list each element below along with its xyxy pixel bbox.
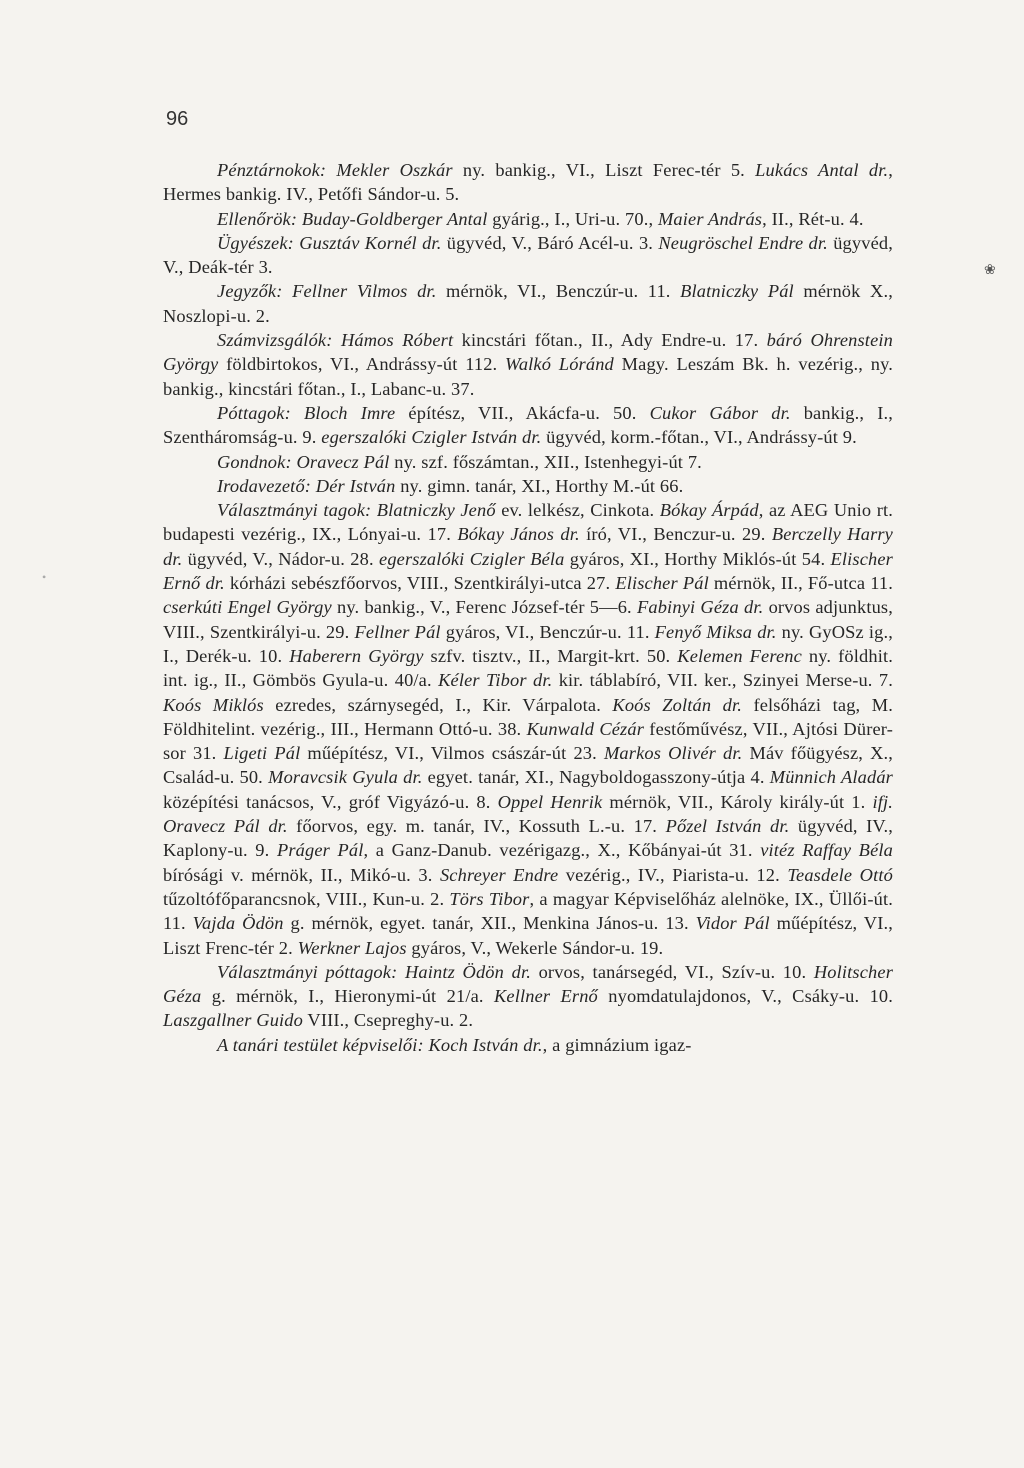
- italic-name-run: Maier András: [657, 208, 763, 229]
- italic-name-run: Ellenőrök: Buday-Goldberger Antal: [217, 208, 488, 229]
- italic-name-run: Holitscher Géza: [163, 961, 893, 1007]
- text-run: mérnök, VII., Károly király-út 1.: [602, 791, 873, 812]
- italic-name-run: Törs Tibor: [449, 888, 530, 909]
- italic-name-run: egerszalóki Czigler István dr.: [321, 427, 542, 448]
- text-run: Magy. Leszám Bk. h. vezérig., ny. bankig., kincstári főtan., I., Labanc-u. 37.: [163, 354, 893, 399]
- italic-name-run: Irodavezető: Dér István: [217, 475, 396, 496]
- text-run: ny. bankig., V., Ferenc József-tér 5—6.: [331, 597, 637, 618]
- page-number: 96: [166, 108, 189, 130]
- italic-name-run: Oppel Henrik: [497, 791, 603, 812]
- italic-name-run: Ügyészek: Gusztáv Kornél dr.: [217, 232, 442, 253]
- body-text: [163, 158, 893, 1057]
- text-run: nyomdatulajdonos, V., Csáky-u. 10.: [597, 986, 894, 1007]
- italic-name-run: Münnich Aladár: [769, 767, 893, 788]
- text-run: gyárig., I., Uri-u. 70.,: [487, 208, 658, 229]
- text-run: főorvos, egy. m. tanár, IV., Kossuth L.-u. 17.: [287, 816, 666, 837]
- italic-name-run: Kellner Ernő: [493, 986, 598, 1007]
- text-run: ny. gimn. tanár, XI., Horthy M.-út 66.: [395, 475, 684, 496]
- text-run: kir. táblabíró, VII. ker., Szinyei Merse-u. 7.: [552, 670, 893, 691]
- italic-name-run: Pénztárnokok: Mekler Oszkár: [217, 160, 453, 180]
- paragraph: [163, 1033, 893, 1057]
- italic-name-run: Neugröschel Endre dr.: [658, 232, 828, 253]
- text-run: író, VI., Benczur-u. 29.: [579, 524, 772, 545]
- italic-name-run: Cukor Gábor dr.: [649, 402, 791, 423]
- paragraph: [163, 450, 893, 474]
- italic-name-run: Blatniczky Pál: [680, 281, 794, 302]
- italic-name-run: Schreyer Endre: [439, 864, 559, 885]
- text-run: , a magyar Képviselőház alelnöke, IX., Üllői-út. 11.: [163, 888, 893, 934]
- text-run: kórházi sebészfőorvos, VIII., Szentkirályi-utca 27.: [224, 573, 616, 594]
- paragraph: [163, 498, 893, 960]
- paragraph: [163, 401, 893, 450]
- text-run: műépítész, VI., Vilmos császár-út 23.: [300, 743, 604, 764]
- text-run: , Hermes bankig. IV., Petőfi Sándor-u. 5.: [163, 160, 893, 205]
- italic-name-run: Berczelly Harry dr.: [163, 524, 893, 569]
- text-run: tűzoltófőparancsnok, VIII., Kun-u. 2.: [163, 888, 450, 909]
- paragraph: [163, 279, 893, 328]
- text-run: , II., Rét-u. 4.: [762, 208, 864, 229]
- text-run: bankig., I., Szentháromság-u. 9.: [163, 402, 894, 448]
- italic-name-run: Walkó Lóránd: [505, 354, 614, 375]
- italic-name-run: ifj. Oravecz Pál dr.: [163, 791, 893, 837]
- italic-name-run: vitéz Raffay Béla: [760, 840, 893, 861]
- italic-name-run: Jegyzők: Fellner Vilmos dr.: [217, 281, 437, 302]
- italic-name-run: Práger Pál: [276, 840, 364, 861]
- text-run: mérnök X., Noszlopi-u. 2.: [163, 281, 893, 326]
- italic-name-run: Laszgallner Guido: [163, 1010, 303, 1031]
- text-run: szfv. tisztv., II., Margit-krt. 50.: [423, 645, 678, 666]
- margin-mark: ❀: [984, 263, 996, 278]
- text-run: ügyvéd, IV., Kaplony-u. 9.: [163, 816, 893, 861]
- italic-name-run: Vidor Pál: [695, 913, 770, 934]
- text-run: , az AEG Unio rt. budapesti vezérig., IX., Lónyai-u. 17.: [163, 500, 893, 545]
- paragraph: [163, 158, 893, 207]
- text-run: építész, VII., Akácfa-u. 50.: [395, 402, 650, 423]
- text-run: ev. lelkész, Cinkota.: [495, 500, 660, 521]
- text-run: , a gimnázium igaz-: [542, 1034, 692, 1055]
- text-run: felsőházi tag, M. Földhitelint. vezérig., III., Hermann Ottó-u. 38.: [163, 694, 893, 739]
- paragraph: [163, 207, 893, 231]
- paragraph: [163, 474, 893, 498]
- italic-name-run: Kelemen Ferenc: [677, 645, 802, 666]
- italic-name-run: Fenyő Miksa dr.: [654, 621, 777, 642]
- italic-name-run: Markos Olivér dr.: [603, 743, 743, 764]
- italic-name-run: Gondnok: Oravecz Pál: [217, 451, 390, 472]
- text-run: vezérig., IV., Piarista-u. 12.: [558, 864, 788, 885]
- italic-name-run: Haberern György: [289, 645, 424, 666]
- italic-name-run: Koós Zoltán dr.: [612, 694, 743, 715]
- italic-name-run: Fellner Pál: [354, 621, 441, 642]
- text-run: Máv főügyész, X., Család-u. 50.: [163, 743, 894, 788]
- text-run: ezredes, szárnysegéd, I., Kir. Várpalota.: [263, 694, 613, 715]
- italic-name-run: Bókay János dr.: [457, 524, 580, 545]
- text-run: ügyvéd, korm.-főtan., VI., Andrássy-út 9.: [541, 427, 857, 448]
- italic-name-run: A tanári testület képviselői: Koch István dr.: [217, 1034, 543, 1055]
- text-run: g. mérnök, I., Hieronymi-út 21/a.: [201, 986, 494, 1007]
- italic-name-run: Választmányi póttagok: Haintz Ödön dr.: [217, 961, 531, 982]
- text-run: ny. földhit. int. ig., II., Gömbös Gyula-u. 40/a.: [163, 645, 893, 691]
- margin-dot: •: [42, 570, 47, 584]
- italic-name-run: Póttagok: Bloch Imre: [217, 402, 396, 423]
- text-run: gyáros, XI., Horthy Miklós-út 54.: [564, 548, 831, 569]
- text-run: festőművész, VII., Ajtósi Dürer-sor 31.: [163, 718, 893, 764]
- italic-name-run: Vajda Ödön: [192, 913, 284, 934]
- italic-name-run: Lukács Antal dr.: [755, 160, 889, 180]
- text-run: gyáros, V., Wekerle Sándor-u. 19.: [406, 937, 664, 958]
- paragraph: [163, 328, 893, 401]
- text-run: VIII., Csepreghy-u. 2.: [303, 1010, 474, 1031]
- text-run: ny. szf. főszámtan., XII., Istenhegyi-út 7.: [389, 451, 702, 472]
- italic-name-run: Kunwald Cézár: [526, 718, 645, 739]
- text-run: g. mérnök, egyet. tanár, XII., Menkina János-u. 13.: [283, 913, 696, 934]
- italic-name-run: Werkner Lajos: [297, 937, 407, 958]
- italic-name-run: Pőzel István dr.: [665, 816, 790, 837]
- paragraph: [163, 960, 893, 1033]
- text-run: orvos, tanársegéd, VI., Szív-u. 10.: [530, 961, 814, 982]
- text-run: ny. bankig., VI., Liszt Ferec-tér 5.: [452, 160, 756, 180]
- italic-name-run: Fabinyi Géza dr.: [636, 597, 764, 618]
- italic-name-run: Elischer Ernő dr.: [163, 548, 893, 594]
- italic-name-run: Választmányi tagok: Blatniczky Jenő: [217, 500, 496, 521]
- text-run: ügyvéd, V., Deák-tér 3.: [163, 232, 894, 278]
- text-run: bírósági v. mérnök, II., Mikó-u. 3.: [163, 864, 440, 885]
- text-run: kincstári főtan., II., Ady Endre-u. 17.: [453, 330, 767, 351]
- text-run: gyáros, VI., Benczúr-u. 11.: [440, 621, 655, 642]
- text-run: orvos adjunktus, VIII., Szentkirályi-u. 29.: [163, 597, 893, 642]
- text-run: mérnök, VI., Benczúr-u. 11.: [436, 281, 681, 302]
- italic-name-run: egerszalóki Czigler Béla: [379, 548, 565, 569]
- italic-name-run: Bókay Árpád: [659, 500, 759, 521]
- italic-name-run: Moravcsik Gyula dr.: [268, 767, 423, 788]
- text-run: ny. GyOSz ig., I., Derék-u. 10.: [163, 621, 894, 666]
- italic-name-run: Koós Miklós: [163, 694, 264, 715]
- text-run: , a Ganz-Danub. vezérigazg., X., Kőbányai-út 31.: [363, 840, 761, 861]
- text-run: ügyvéd, V., Nádor-u. 28.: [182, 548, 379, 569]
- italic-name-run: Elischer Pál: [615, 573, 709, 594]
- paragraph: [163, 231, 893, 280]
- text-run: egyet. tanár, XI., Nagyboldogasszony-útja 4.: [422, 767, 770, 788]
- text-run: ügyvéd, V., Báró Acél-u. 3.: [441, 232, 659, 253]
- italic-name-run: Kéler Tibor dr.: [438, 670, 553, 691]
- text-run: földbirtokos, VI., Andrássy-út 112.: [218, 354, 506, 375]
- italic-name-run: Ligeti Pál: [223, 743, 301, 764]
- italic-name-run: cserkúti Engel György: [163, 597, 332, 618]
- text-run: középítési tanácsos, V., gróf Vigyázó-u. 8.: [163, 791, 498, 812]
- italic-name-run: Számvizsgálók: Hámos Róbert: [217, 330, 454, 351]
- text-run: mérnök, II., Fő-utca 11.: [708, 573, 893, 594]
- italic-name-run: báró Ohrenstein György: [163, 330, 893, 375]
- text-run: műépítész, VI., Liszt Frenc-tér 2.: [163, 913, 893, 958]
- italic-name-run: Teasdele Ottó: [787, 864, 893, 885]
